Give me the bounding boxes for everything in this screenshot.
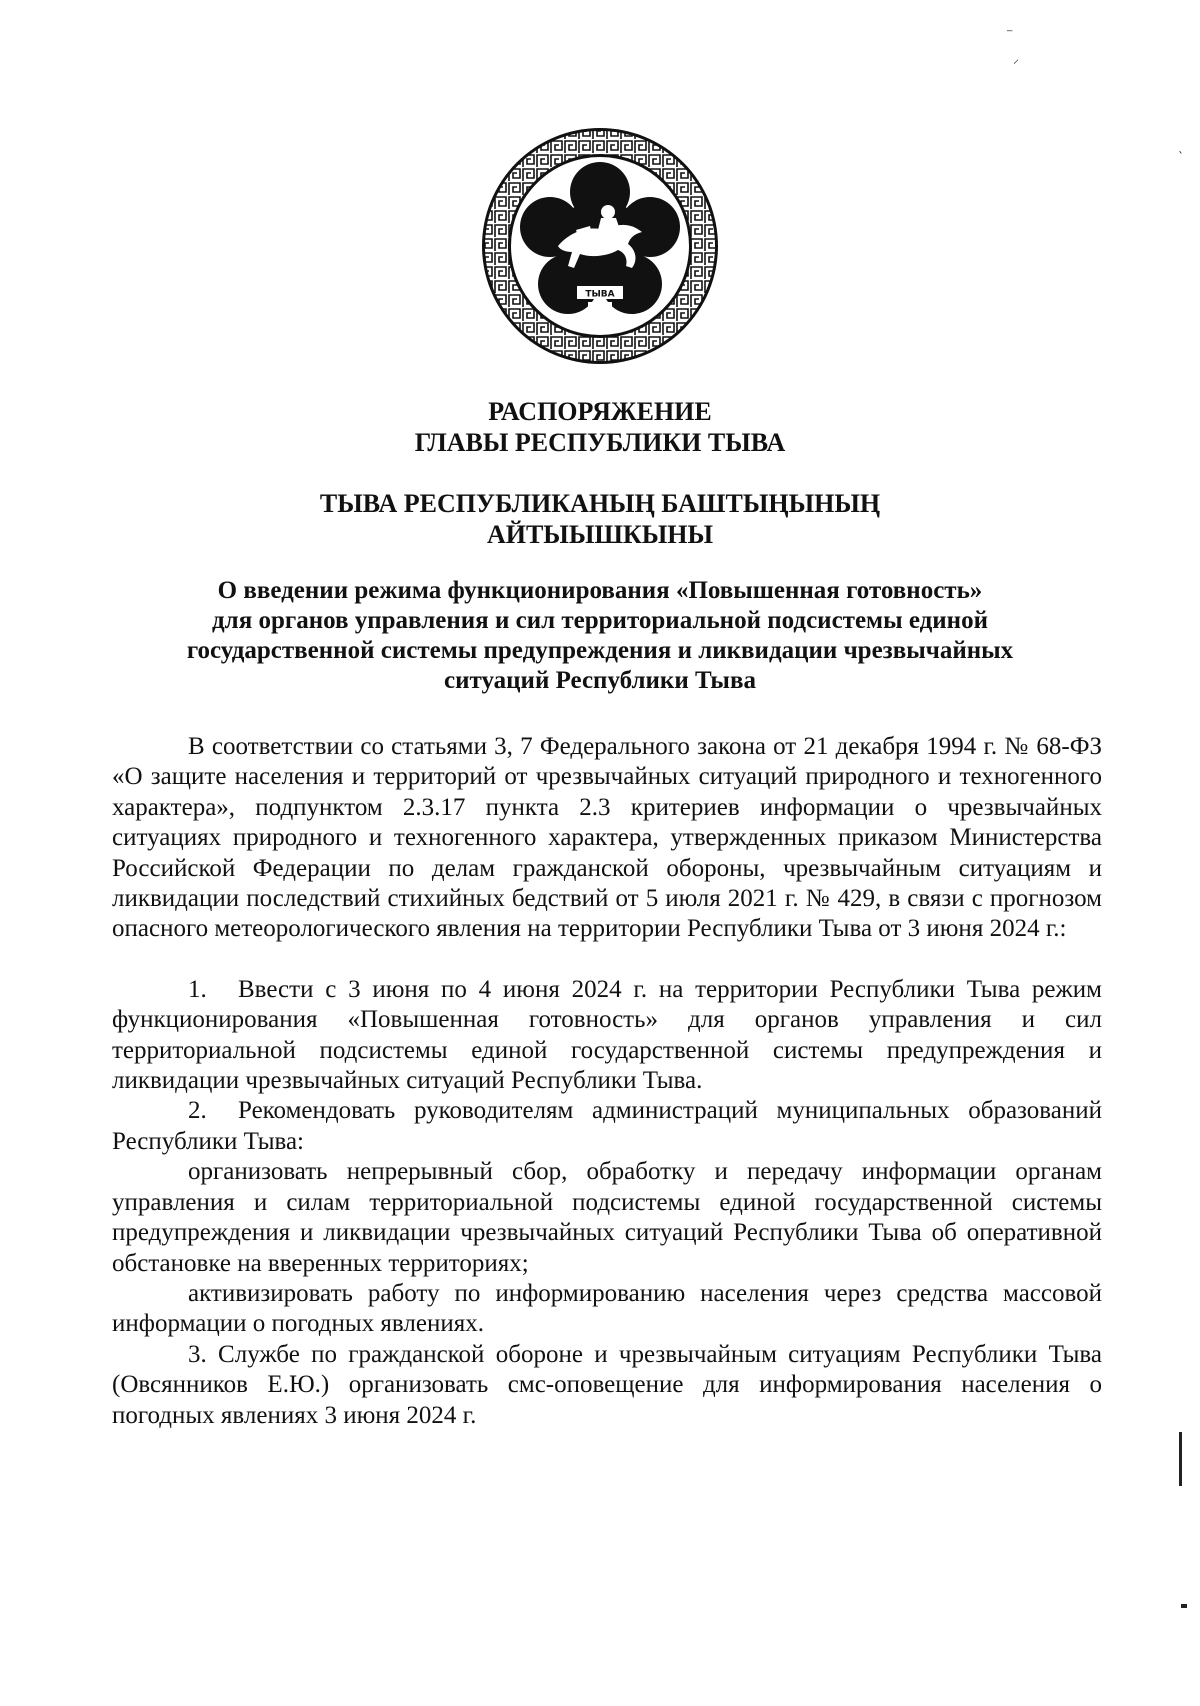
title-line: АЙТЫЫШКЫНЫ xyxy=(486,520,714,549)
title-line: РАСПОРЯЖЕНИЕ xyxy=(488,397,712,426)
svg-text:ТЫВА: ТЫВА xyxy=(585,289,615,300)
document-body xyxy=(112,732,1102,1431)
coat-of-arms-emblem xyxy=(480,126,720,366)
subject-line: О введении режима функционирования «Повышенная готовность» xyxy=(217,577,983,604)
subitem-paragraph-2: активизировать работу по информированию населения через средства массовой информации о погодных явлениях. xyxy=(112,1279,1102,1338)
item-number: 2. xyxy=(188,1097,207,1125)
document-subject xyxy=(150,576,1050,696)
scan-mark: ⸝ xyxy=(1013,52,1020,66)
scan-mark xyxy=(1179,1432,1182,1486)
item-paragraph-2 xyxy=(112,1096,1102,1157)
scan-mark: ˋ xyxy=(1178,150,1184,164)
scan-mark: ⁻ xyxy=(1006,26,1014,42)
subject-line: ситуаций Республики Тыва xyxy=(444,667,756,694)
item-number: 3. xyxy=(188,1340,207,1368)
subject-line: государственной системы предупреждения и ликвидации чрезвычайных xyxy=(186,637,1014,664)
preamble-paragraph: В соответствии со статьями 3, 7 Федерального закона от 21 декабря 1994 г. № 68-ФЗ «О защите населения и территорий от чрезвычайных ситуаций природного и техногенного характера», подпунктом 2.3.17 пункта 2.3 критериев информации о чрезвычайных ситуациях природного и техногенного характера, утвержденных приказом Министерства Российской Федерации по делам гражданской обороны, чрезвычайным ситуациям и ликвидации последствий стихийных бедствий от 5 июля 2021 г. № 429, в связи с прогнозом опасного метеорологического явления на территории Республики Тыва от 3 июня 2024 г.: xyxy=(112,733,1102,943)
scan-mark xyxy=(1181,1604,1187,1608)
paragraph-gap xyxy=(112,945,1102,975)
document-title-tuvan xyxy=(0,488,1200,550)
item-number: 1. xyxy=(188,975,207,1003)
item-paragraph-3 xyxy=(112,1340,1102,1431)
subject-line: для органов управления и сил территориальной подсистемы единой xyxy=(212,607,988,634)
document-title-russian xyxy=(0,396,1200,458)
item-text: Ввести с 3 июня по 4 июня 2024 г. на территории Республики Тыва режим функционирования «Повышенная готовность» для органов управления и сил территориальной подсистемы единой государственной системы предупреждения и ликвидации чрезвычайных ситуаций Республики Тыва. xyxy=(112,975,1102,1095)
item-paragraph-1 xyxy=(112,975,1102,1097)
title-line: ТЫВА РЕСПУБЛИКАНЫҢ БАШТЫҢЫНЫҢ xyxy=(319,489,881,518)
tuva-coat-of-arms-icon xyxy=(480,126,720,366)
item-text: Службе по гражданской обороне и чрезвычайным ситуациям Республики Тыва (Овсянников Е.Ю.) организовать смс-оповещение для информирования населения о погодных явлениях 3 июня 2024 г. xyxy=(112,1340,1102,1429)
subitem-paragraph-1: организовать непрерывный сбор, обработку и передачу информации органам управления и силам территориальной подсистемы единой государственной системы предупреждения и ликвидации чрезвычайных ситуаций Республики Тыва об оперативной обстановке на вверенных территориях; xyxy=(112,1158,1102,1277)
title-line: ГЛАВЫ РЕСПУБЛИКИ ТЫВА xyxy=(414,428,786,457)
item-text: Рекомендовать руководителям администраций муниципальных образований Республики Тыва: xyxy=(112,1097,1102,1155)
